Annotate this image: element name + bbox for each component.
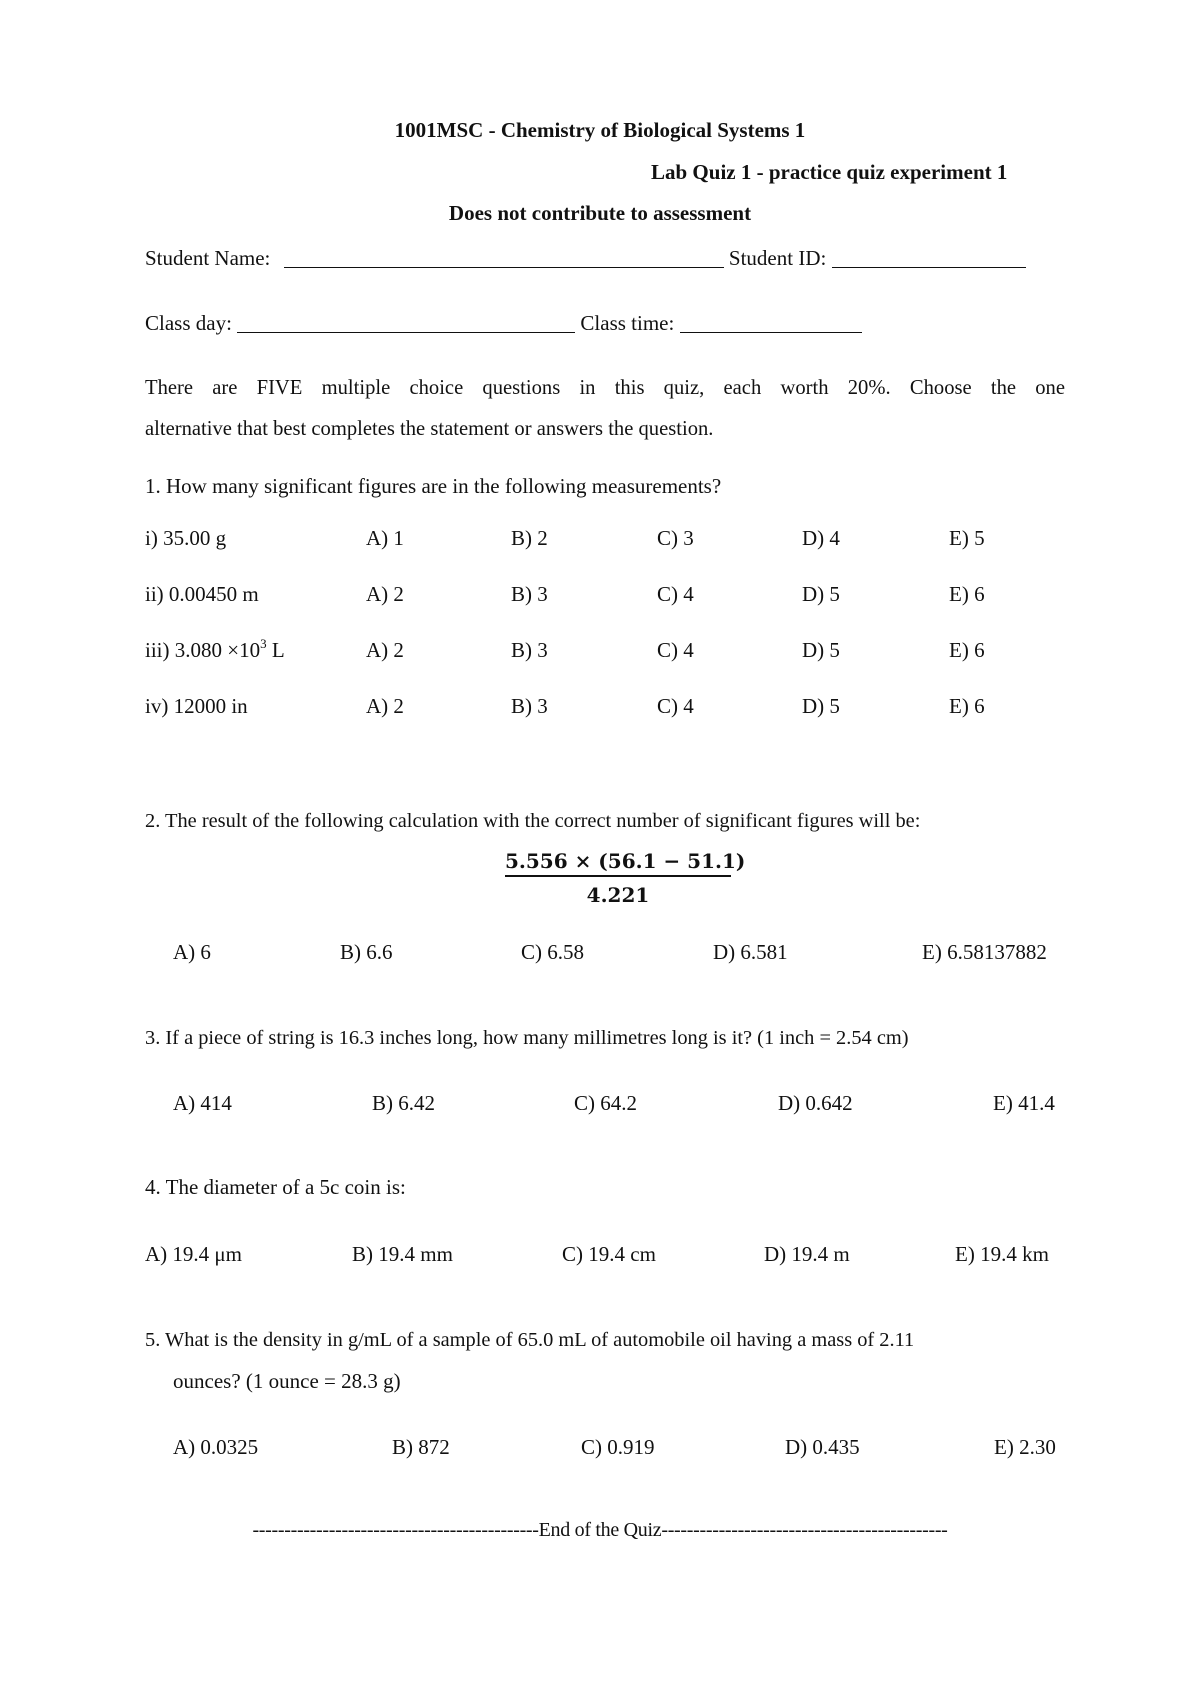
class-row xyxy=(145,312,862,334)
class-day-field[interactable] xyxy=(237,312,575,333)
class-time-field[interactable] xyxy=(680,312,862,333)
q1-row-3-option-e[interactable]: E) 6 xyxy=(949,638,985,662)
q1-row-2-label: ii) 0.00450 m xyxy=(145,582,259,606)
q1-row-3-option-a[interactable]: A) 2 xyxy=(366,638,404,662)
q5-stem-line-1: 5. What is the density in g/mL of a sample of 65.0 mL of automobile oil having a mass of 2.11 xyxy=(145,1329,915,1351)
q1-row-1-option-b[interactable]: B) 2 xyxy=(511,526,548,550)
student-id-label: Student ID: xyxy=(728,246,827,270)
q5-option-a[interactable]: A) 0.0325 xyxy=(173,1435,259,1459)
q1-row-4-option-a[interactable]: A) 2 xyxy=(366,694,404,718)
q5-stem-line-2: ounces? (1 ounce = 28.3 g) xyxy=(173,1369,401,1393)
q2-fraction-bar xyxy=(505,875,731,877)
q2-option-c[interactable]: C) 6.58 xyxy=(521,940,584,964)
q2-option-d[interactable]: D) 6.581 xyxy=(713,940,788,964)
student-name-field[interactable] xyxy=(284,247,724,268)
q2-fraction-numerator: 5.556 × (56.1 − 51.1) xyxy=(505,849,746,873)
q1-row-1-option-c[interactable]: C) 3 xyxy=(657,526,694,550)
q4-stem: 4. The diameter of a 5c coin is: xyxy=(145,1175,406,1199)
q4-option-c[interactable]: C) 19.4 cm xyxy=(562,1242,656,1266)
q3-option-d[interactable]: D) 0.642 xyxy=(778,1091,853,1115)
q1-row-2-option-a[interactable]: A) 2 xyxy=(366,582,404,606)
instructions-line-1: There are FIVE multiple choice questions in this quiz, each worth 20%. Choose the one xyxy=(145,377,1065,399)
q5-option-b[interactable]: B) 872 xyxy=(392,1435,450,1459)
class-time-label: Class time: xyxy=(580,311,675,335)
q3-option-b[interactable]: B) 6.42 xyxy=(372,1091,435,1115)
q1-row-3-label-main: iii) 3.080 ×10 xyxy=(145,638,261,662)
q5-option-d[interactable]: D) 0.435 xyxy=(785,1435,860,1459)
q1-row-3-label xyxy=(145,636,285,662)
q1-row-1-option-e[interactable]: E) 5 xyxy=(949,526,985,550)
q4-option-a[interactable]: A) 19.4 μm xyxy=(145,1242,243,1266)
q1-row-3-option-c[interactable]: C) 4 xyxy=(657,638,694,662)
q4-option-b[interactable]: B) 19.4 mm xyxy=(352,1242,453,1266)
assessment-note: Does not contribute to assessment xyxy=(448,201,752,225)
q4-option-e[interactable]: E) 19.4 km xyxy=(955,1242,1049,1266)
q1-row-1-option-a[interactable]: A) 1 xyxy=(366,526,404,550)
q1-row-2-option-b[interactable]: B) 3 xyxy=(511,582,548,606)
student-name-row xyxy=(145,247,1026,269)
instructions-line-2: alternative that best completes the statement or answers the question. xyxy=(145,418,714,440)
q5-option-c[interactable]: C) 0.919 xyxy=(581,1435,655,1459)
q3-option-a[interactable]: A) 414 xyxy=(173,1091,232,1115)
q5-option-e[interactable]: E) 2.30 xyxy=(994,1435,1056,1459)
quiz-title: Lab Quiz 1 - practice quiz experiment 1 xyxy=(651,160,1008,184)
q2-option-b[interactable]: B) 6.6 xyxy=(340,940,393,964)
q2-fraction-denominator: 4.221 xyxy=(586,883,650,907)
q1-stem: 1. How many significant figures are in the following measurements? xyxy=(145,474,722,498)
q1-row-3-label-unit: L xyxy=(266,638,285,662)
q1-row-3-label-exponent: 3 xyxy=(260,636,267,651)
q4-option-d[interactable]: D) 19.4 m xyxy=(764,1242,850,1266)
course-title: 1001MSC - Chemistry of Biological Systems 1 xyxy=(394,118,806,142)
q1-row-4-option-b[interactable]: B) 3 xyxy=(511,694,548,718)
q2-stem: 2. The result of the following calculation with the correct number of significant figures will be: xyxy=(145,810,921,832)
q1-row-1-label: i) 35.00 g xyxy=(145,526,227,550)
q1-row-3-option-b[interactable]: B) 3 xyxy=(511,638,548,662)
q2-option-a[interactable]: A) 6 xyxy=(173,940,211,964)
q1-row-3-option-d[interactable]: D) 5 xyxy=(802,638,840,662)
q1-row-2-option-c[interactable]: C) 4 xyxy=(657,582,694,606)
end-of-quiz-line: ---------------------------------------------End of the Quiz--------------------------------------------- xyxy=(252,1519,948,1541)
q3-option-e[interactable]: E) 41.4 xyxy=(993,1091,1055,1115)
student-id-field[interactable] xyxy=(832,247,1026,268)
q1-row-4-option-e[interactable]: E) 6 xyxy=(949,694,985,718)
q1-row-2-option-e[interactable]: E) 6 xyxy=(949,582,985,606)
student-name-label: Student Name: xyxy=(145,246,271,270)
q1-row-2-option-d[interactable]: D) 5 xyxy=(802,582,840,606)
q3-stem: 3. If a piece of string is 16.3 inches long, how many millimetres long is it? (1 inch = 2.54 cm) xyxy=(145,1027,909,1049)
q2-option-e[interactable]: E) 6.58137882 xyxy=(922,940,1047,964)
q1-row-1-option-d[interactable]: D) 4 xyxy=(802,526,840,550)
q1-row-4-label: iv) 12000 in xyxy=(145,694,248,718)
class-day-label: Class day: xyxy=(145,311,232,335)
q1-row-4-option-c[interactable]: C) 4 xyxy=(657,694,694,718)
q3-option-c[interactable]: C) 64.2 xyxy=(574,1091,637,1115)
q1-row-4-option-d[interactable]: D) 5 xyxy=(802,694,840,718)
